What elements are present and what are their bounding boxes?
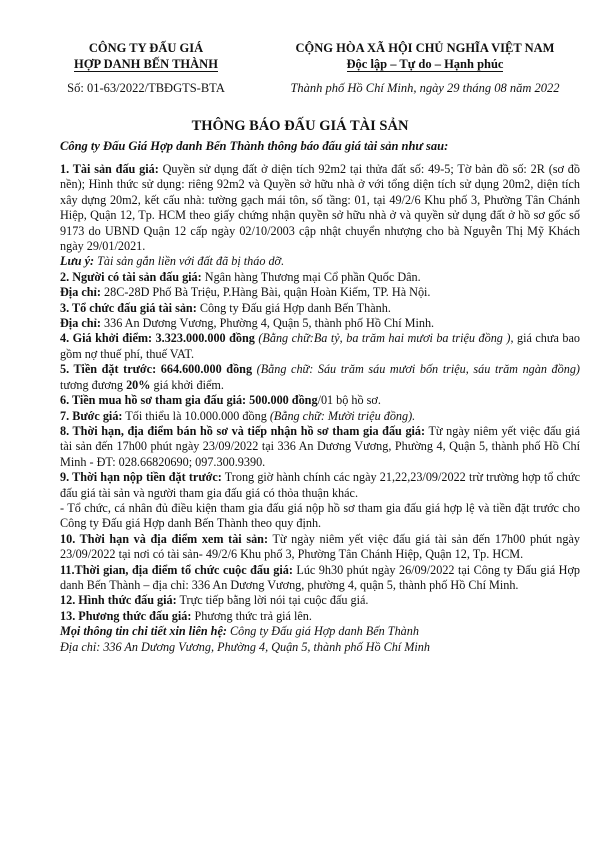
contact-address: Địa chỉ: 336 An Dương Vương, Phường 4, Quận 5, thành phố Hồ Chí Minh [60,639,430,654]
note-line [60,254,580,269]
item-7-text: Tối thiểu là 10.000.000 đồng [122,408,270,423]
item-5-text-a: tương đương [60,377,127,392]
item-7-label: 7. Bước giá: [60,408,123,423]
note-label: Lưu ý: [60,254,95,269]
item-12-label: 12. Hình thức đấu giá: [60,593,177,608]
item-5-label: 5. Tiền đặt trước: 664.600.000 đồng [60,362,253,377]
item-1-text: Quyền sử dụng đất ở diện tích 92m2 tại thửa đất số: 49-5; Tờ bản đồ số: 2R (sơ đồ nền); Hình thức sử dụng: riêng 92m2 và Quyền sở hữu nhà ở với tổng diện tích sử dụng 20m2, diện tích xây dựng 20m2, kết cấu nhà: tường gạch mái tôn, số tầng: 01, tại 49/2/6 Khu phố 3, Phường Tân Chánh Hiệp, Quận 12, Tp. HCM theo giấy chứng nhận quyền sở hữu nhà ở và quyền sử dụng đất ở hồ sơ gốc số 9173 do UBND Quận 12 cấp ngày 02/10/2003 cập nhật chuyển nhượng cho bà Nguyễn Thị Mỹ Khách ngày 29/01/2021. [60,162,580,254]
item-9-label: 9. Thời hạn nộp tiền đặt trước: [60,470,222,485]
item-2-label: 2. Người có tài sản đấu giá: [60,269,202,284]
item-3-address-text: 336 An Dương Vương, Phường 4, Quận 5, thành phố Hồ Chí Minh. [100,316,435,331]
national-heading-block [265,40,585,96]
item-5-percent: 20% [126,377,151,392]
note-text: Tài sản gắn liền với đất đã bị tháo dỡ. [94,254,285,269]
place-and-date: Thành phố Hồ Chí Minh, ngày 29 tháng 08 năm 2022 [290,81,560,95]
item-5-deposit [60,362,580,393]
item-8-dossier-period [60,424,580,470]
item-10-text: Từ ngày niêm yết việc đấu giá tài sản đến 17h00 phút ngày 23/09/2022 tại nơi có tài sản- 49/2/6 Khu phố 3, Phường Tân Chánh Hiệp, Quận 12, Tp. HCM. [60,531,580,562]
item-10-viewing [60,532,580,563]
intro-line: Công ty Đấu Giá Hợp danh Bến Thành thông báo đấu giá tài sản như sau: [60,139,449,153]
item-1-asset [60,162,580,254]
item-5-in-words: (Bằng chữ: Sáu trăm sáu mươi bốn triệu, sáu trăm ngàn đồng) [252,362,580,377]
item-2-address-text: 28C-28D Phố Bà Triệu, P.Hàng Bài, quận Hoàn Kiếm, TP. Hà Nội. [100,285,431,300]
item-9-text: Trong giờ hành chính các ngày 21,22,23/09/2022 trừ trường hợp tổ chức đấu giá tài sản và người tham gia đấu giá có thỏa thuận khác. [60,470,580,500]
item-3-organizer [60,301,580,316]
item-8-text: Từ ngày niêm yết việc đấu giá tài sản đến 17h00 phút ngày 23/09/2022 tại 336 An Dương Vương, Phường 4, Quận 5, thành phố Hồ Chí Minh - ĐT: 028.66820690; 097.300.9390. [60,423,580,469]
item-12-auction-form [60,593,580,608]
item-3-address [60,316,580,331]
item-3-label: 3. Tổ chức đấu giá tài sản: [60,300,197,315]
item-3-text: Công ty Đấu giá Hợp danh Bến Thành. [196,300,391,315]
item-5-text-b: giá khởi điểm. [150,377,224,392]
item-9-deposit-period [60,470,580,501]
document-number: Số: 01-63/2022/TBĐGTS-BTA [67,81,225,95]
item-2-address-label: Địa chỉ: [60,285,101,300]
item-2-address [60,285,580,300]
item-4-text: giá chưa bao gồm nợ thuế phí, thuế VAT. [60,331,580,361]
item-10-label: 10. Thời hạn và địa điểm xem tài sản: [60,531,269,546]
issuer-block [46,40,246,96]
contact-line [60,624,580,639]
item-2-text: Ngân hàng Thương mại Cổ phần Quốc Dân. [201,269,421,284]
item-13-label: 13. Phương thức đấu giá: [60,608,192,623]
item-4-in-words: (Bằng chữ:Ba tỷ, ba trăm hai mươi ba triệu đồng ), [254,331,514,346]
document-title: THÔNG BÁO ĐẤU GIÁ TÀI SẢN [191,118,409,134]
item-6-dossier-fee [60,393,580,408]
contact-label: Mọi thông tin chi tiết xin liên hệ: [60,624,227,639]
item-2-owner [60,270,580,285]
item-11-text: Lúc 9h30 phút ngày 26/09/2022 tại Công ty Đấu giá Hợp danh Bến Thành – địa chỉ: 336 An Dương Vương, phường 4, quận 5, thành phố Hồ Chí Minh. [60,562,580,592]
item-11-label: 11.Thời gian, địa điểm tổ chức cuộc đấu giá: [60,562,293,577]
nation-name: CỘNG HÒA XÃ HỘI CHỦ NGHĨA VIỆT NAM [295,41,555,55]
item-11-auction-time [60,563,580,594]
item-1-label: 1. Tài sản đấu giá: [60,162,159,176]
company-name-line2: HỢP DANH BẾN THÀNH [74,57,218,71]
national-motto: Độc lập – Tự do – Hạnh phúc [346,57,504,71]
item-4-label: 4. Giá khởi điểm: 3.323.000.000 đồng [60,331,255,346]
item-7-bid-step [60,409,580,424]
item-8-label: 8. Thời hạn, địa điểm bán hồ sơ và tiếp nhận hồ sơ tham gia đấu giá: [60,423,426,438]
item-13-text: Phương thức trả giá lên. [191,608,312,623]
contact-text: Công ty Đấu giá Hợp danh Bến Thành [226,624,419,639]
item-9-extra: - Tổ chức, cá nhân đủ điều kiện tham gia đấu giá nộp hồ sơ tham gia đấu giá hợp lệ và tiền đặt trước cho Công ty Đấu giá Hợp danh Bến Thành theo quy định. [60,500,580,531]
item-12-text: Trực tiếp bằng lời nói tại cuộc đấu giá. [176,593,369,608]
item-7-in-words: (Bằng chữ: Mười triệu đồng). [269,408,416,423]
item-6-text: /01 bộ hồ sơ. [317,393,381,408]
notice-body [60,162,580,655]
item-13-auction-method [60,609,580,624]
item-4-starting-price [60,331,580,362]
item-6-label: 6. Tiền mua hồ sơ tham gia đấu giá: 500.000 đồng [60,393,318,408]
company-name-line1: CÔNG TY ĐẤU GIÁ [88,41,204,55]
item-3-address-label: Địa chỉ: [60,316,101,331]
